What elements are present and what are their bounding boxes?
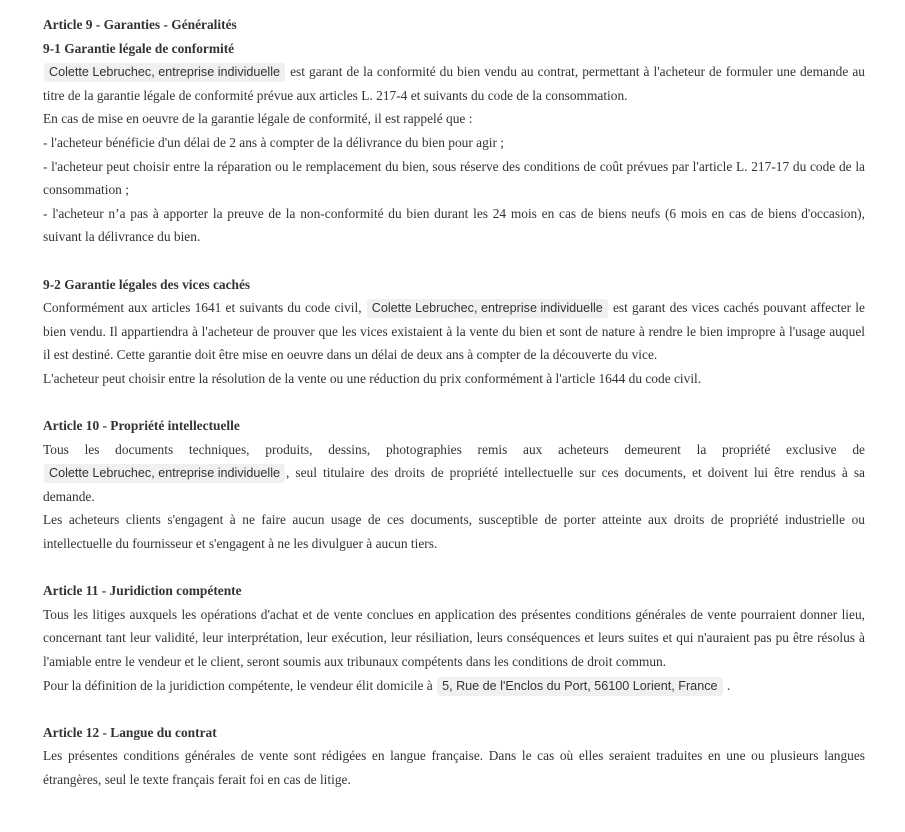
section-9-1-paragraph-1 [43,60,865,107]
article-9 [43,13,865,391]
section-9-2-title: 9-2 Garantie légales des vices cachés [43,276,251,292]
article-12-paragraph-1: Les présentes conditions générales de vente sont rédigées en langue française. Dans le cas où elles seraient traduites en une ou plusieurs langues étrangères, seul le texte français ferait foi en cas de litige. [43,748,865,787]
section-9-1-text: est garant de la conformité du bien vendu au contrat, permettant à l'acheteur de formuler une demande au titre de la garantie légale de conformité prévue aux articles L. 217-4 et suivants du code de la consommation. [43,64,865,103]
spacer [43,697,865,721]
article-9-title: Article 9 - Garanties - Généralités [43,17,237,32]
article-11-paragraph-1: Tous les litiges auxquels les opérations d'achat et de vente conclues en application des présentes conditions générales de vente pourraient donner lieu, concernant tant leur validité, leur interprétation, leur exécution, leur résiliation, leurs conséquences et leurs suites et qui n'auraient pas pu être résolus à l'amiable entre le vendeur et le client, seront soumis aux tribunaux compétents dans les conditions de droit commun. [43,606,865,670]
document-body [43,0,865,792]
section-9-1-list-item-1: - l'acheteur bénéficie d'un délai de 2 ans à compter de la délivrance du bien pour agir ; [43,134,505,150]
spacer [43,556,865,580]
spacer [43,249,865,273]
section-9-1-list-item-2: - l'acheteur peut choisir entre la réparation ou le remplacement du bien, sous réserve des conditions de coût prévues par l'article L. 217-17 du code de la consommation ; [43,158,865,198]
section-9-2-text-b: est garant des vices cachés pouvant affecter le bien vendu. Il appartiendra à l'acheteur de prouver que les vices existaient à la vente du bien et sont de nature à rendre le bien impropre à l'usage auquel il est destiné. Cette garantie doit être mise en oeuvre dans un délai de deux ans à compter de la découverte du vice. [43,300,865,363]
article-11-title: Article 11 - Juridiction compétente [43,583,242,599]
company-name-field: Colette Lebruchec, entreprise individuelle [44,464,285,483]
section-9-2-text-a: Conformément aux articles 1641 et suivants du code civil, [43,300,362,316]
article-11 [43,579,865,697]
company-name-field: Colette Lebruchec, entreprise individuelle [44,63,285,82]
section-9-2-paragraph-2: L'acheteur peut choisir entre la résolution de la vente ou une réduction du prix conformément à l'article 1644 du code civil. [43,370,702,386]
article-10 [43,414,865,556]
article-12 [43,721,865,792]
section-9-1-paragraph-2: En cas de mise en oeuvre de la garantie légale de conformité, il est rappelé que : [43,111,473,127]
article-10-title: Article 10 - Propriété intellectuelle [43,418,240,434]
address-field: 5, Rue de l'Enclos du Port, 56100 Lorient, France [437,677,722,696]
article-10-paragraph-1 [43,438,865,509]
spacer [43,391,865,415]
article-11-text-b: . [726,677,731,693]
article-10-text-b: , seul titulaire des droits de propriété intellectuelle sur ces documents, et doivent lui être rendus à sa demande. [43,465,865,504]
company-name-field: Colette Lebruchec, entreprise individuelle [367,299,608,318]
article-11-paragraph-2 [43,674,865,698]
article-11-text-a: Pour la définition de la juridiction compétente, le vendeur élit domicile à [43,677,433,693]
section-9-1-list-item-3: - l'acheteur n’a pas à apporter la preuve de la non-conformité du bien durant les 24 mois en cas de biens neufs (6 mois en cas de biens d'occasion), suivant la délivrance du bien. [43,205,865,245]
section-9-2-paragraph-1 [43,296,865,367]
article-10-text-a: Tous les documents techniques, produits, dessins, photographies remis aux acheteurs demeurent la propriété exclusive de [43,441,865,457]
article-12-title: Article 12 - Langue du contrat [43,724,217,740]
section-9-1-title: 9-1 Garantie légale de conformité [43,40,235,56]
article-10-paragraph-2: Les acheteurs clients s'engagent à ne faire aucun usage de ces documents, susceptible de porter atteinte aux droits de propriété industrielle ou intellectuelle du fournisseur et s'engagent à ne les divulguer à aucun tiers. [43,512,865,552]
